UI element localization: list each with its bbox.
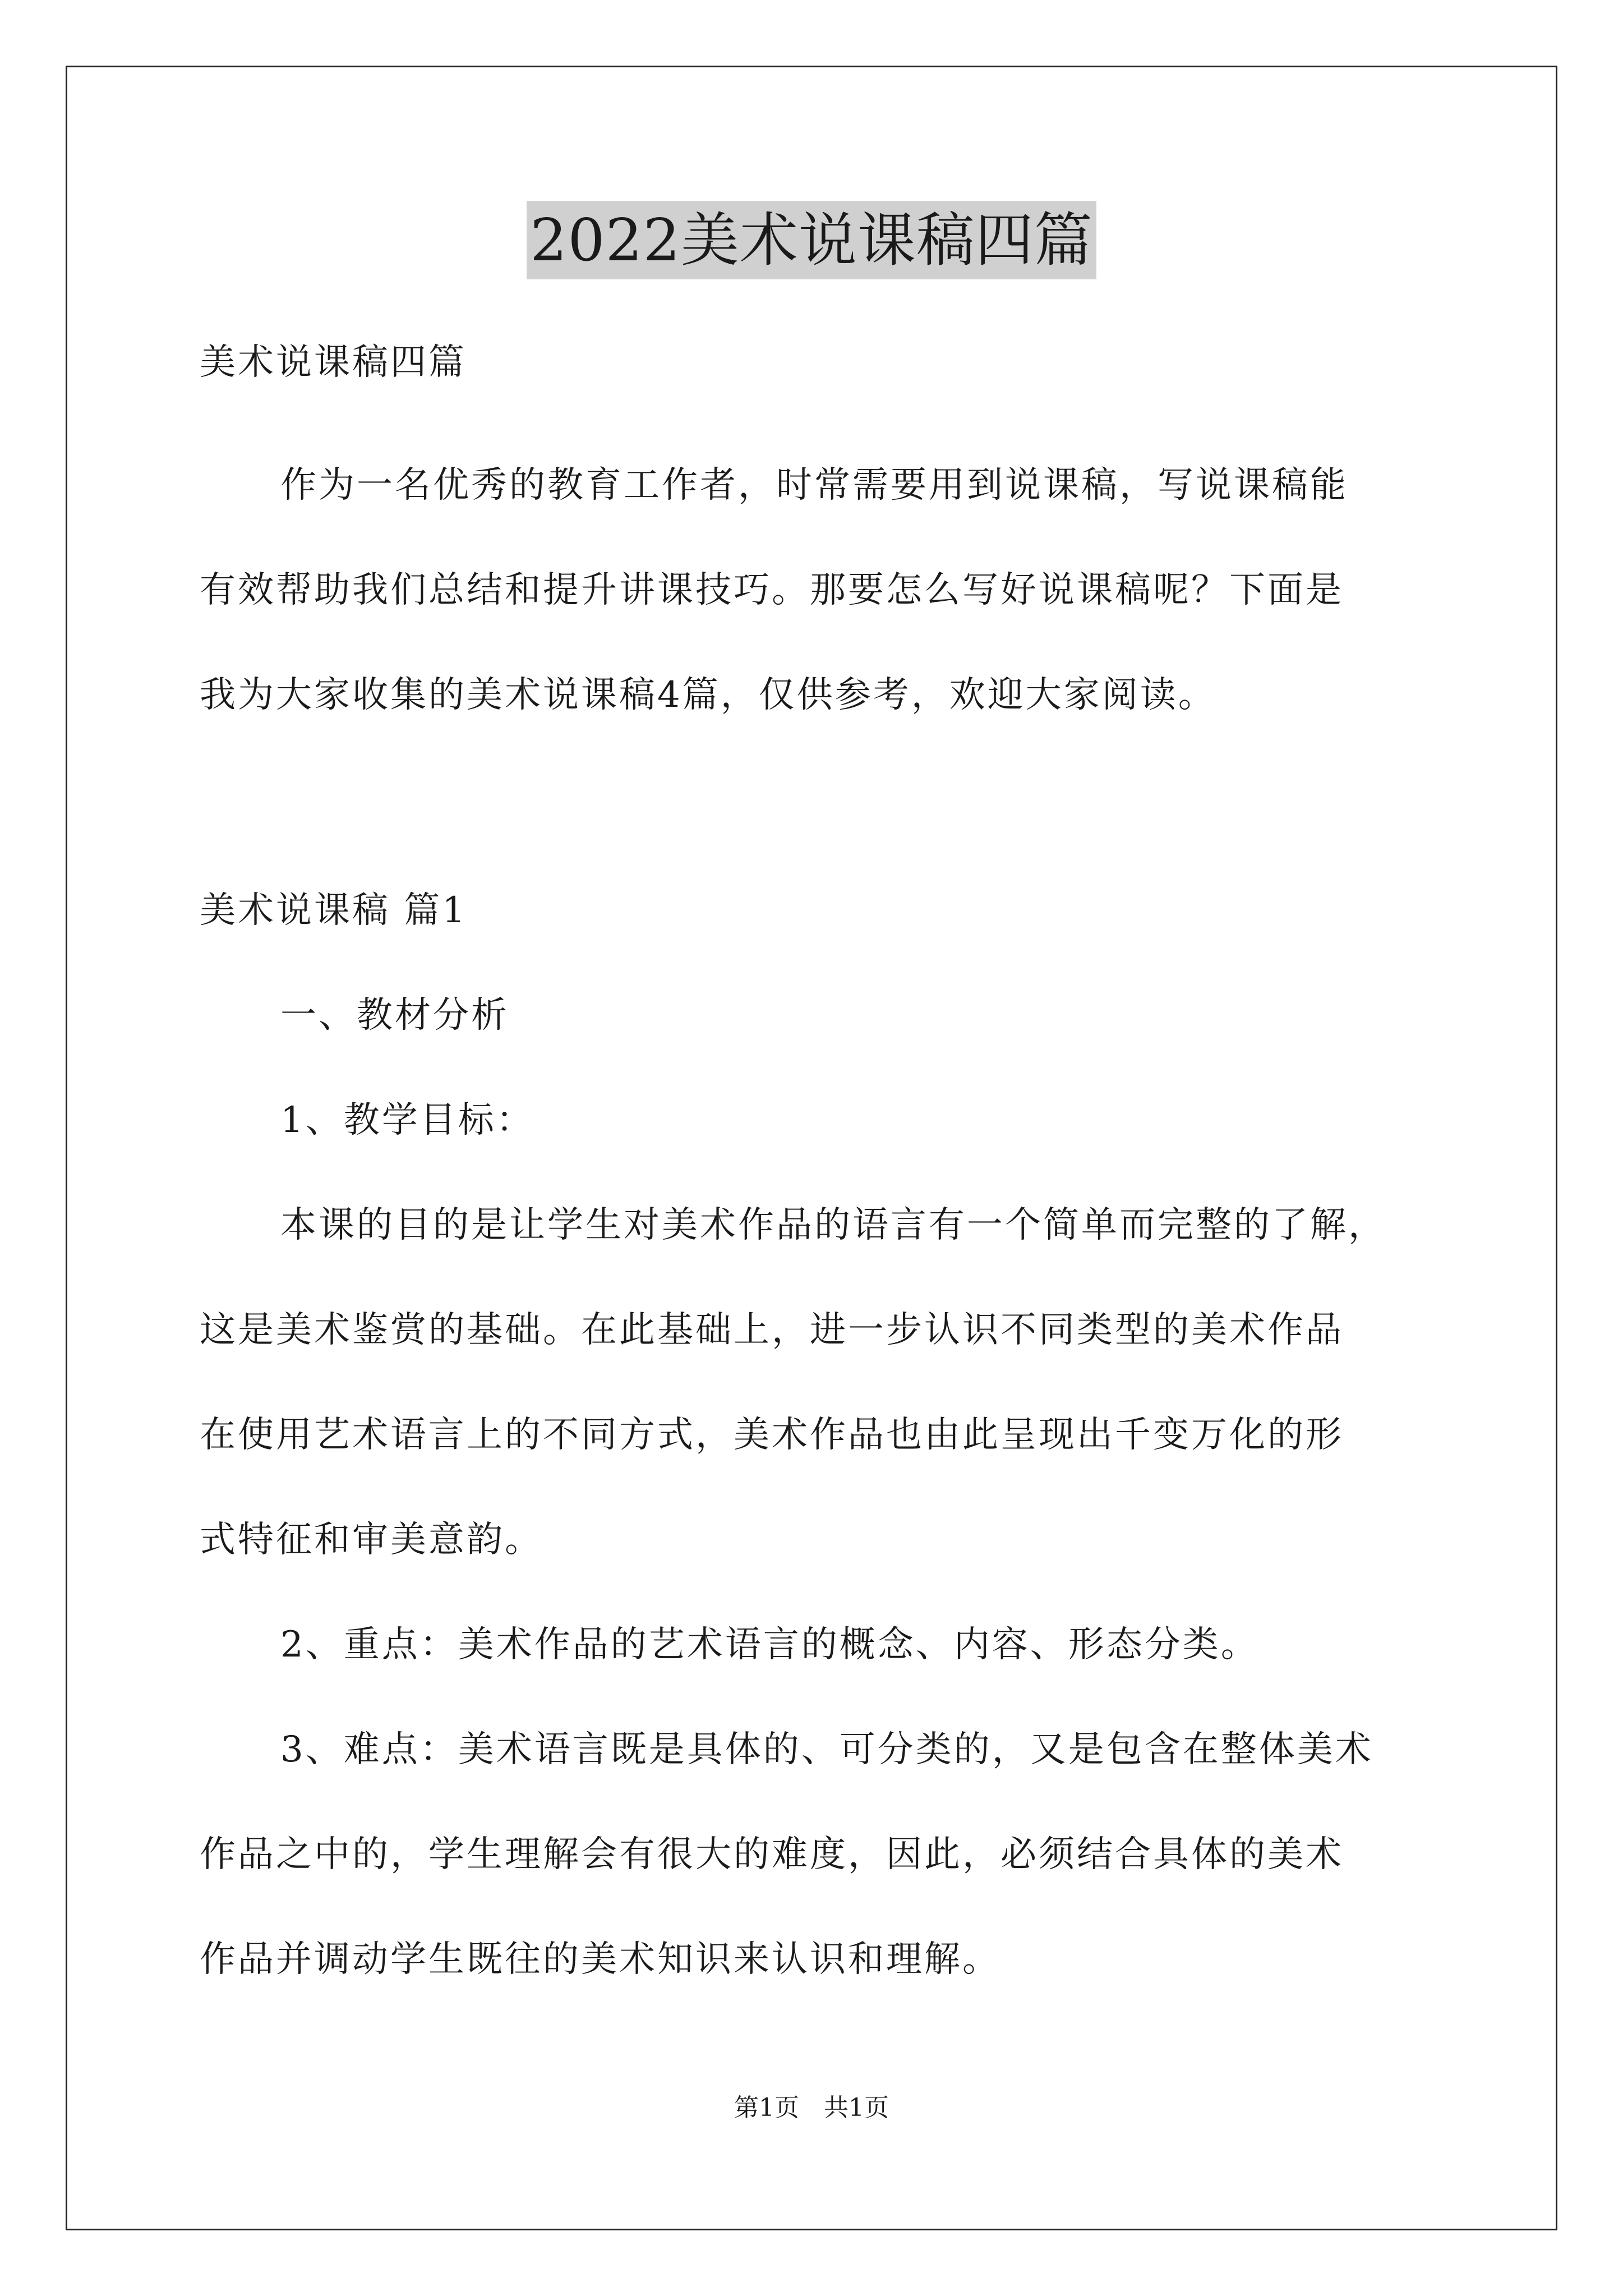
paragraph-line-3: 在使用艺术语言上的不同方式，美术作品也由此呈现出千变万化的形 [200,1414,1344,1456]
paragraph-line-4: 式特征和审美意韵。 [200,1519,543,1561]
intro-line-1: 作为一名优秀的教育工作者，时常需要用到说课稿，写说课稿能 [280,464,1348,506]
paragraph-line-1: 本课的目的是让学生对美术作品的语言有一个简单而完整的了解， [280,1204,1386,1246]
paragraph-line-2: 这是美术鉴赏的基础。在此基础上，进一步认识不同类型的美术作品 [200,1309,1344,1351]
intro-line-3: 我为大家收集的美术说课稿4篇，仅供参考，欢迎大家阅读。 [200,674,1216,716]
document-title: 2022美术说课稿四篇 [527,201,1096,279]
difficulty-line-3: 作品并调动学生既往的美术知识来认识和理解。 [200,1939,1000,1980]
subheading-teaching-goal: 1、教学目标： [280,1099,534,1141]
difficulty-line-2: 作品之中的，学生理解会有很大的难度，因此，必须结合具体的美术 [200,1834,1344,1875]
title-container [0,201,1623,279]
intro-line-2: 有效帮助我们总结和提升讲课技巧。那要怎么写好说课稿呢？下面是 [200,569,1344,611]
subheading-material-analysis: 一、教材分析 [280,995,509,1036]
subtitle-line: 美术说课稿四篇 [200,342,467,383]
key-point-line: 2、重点：美术作品的艺术语言的概念、内容、形态分类。 [280,1624,1259,1665]
page-footer: 第1页 共1页 [734,2093,889,2122]
page-border [66,66,1557,2230]
section-heading: 美术说课稿 篇1 [200,890,468,931]
difficulty-line-1: 3、难点：美术语言既是具体的、可分类的，又是包含在整体美术 [280,1729,1373,1770]
